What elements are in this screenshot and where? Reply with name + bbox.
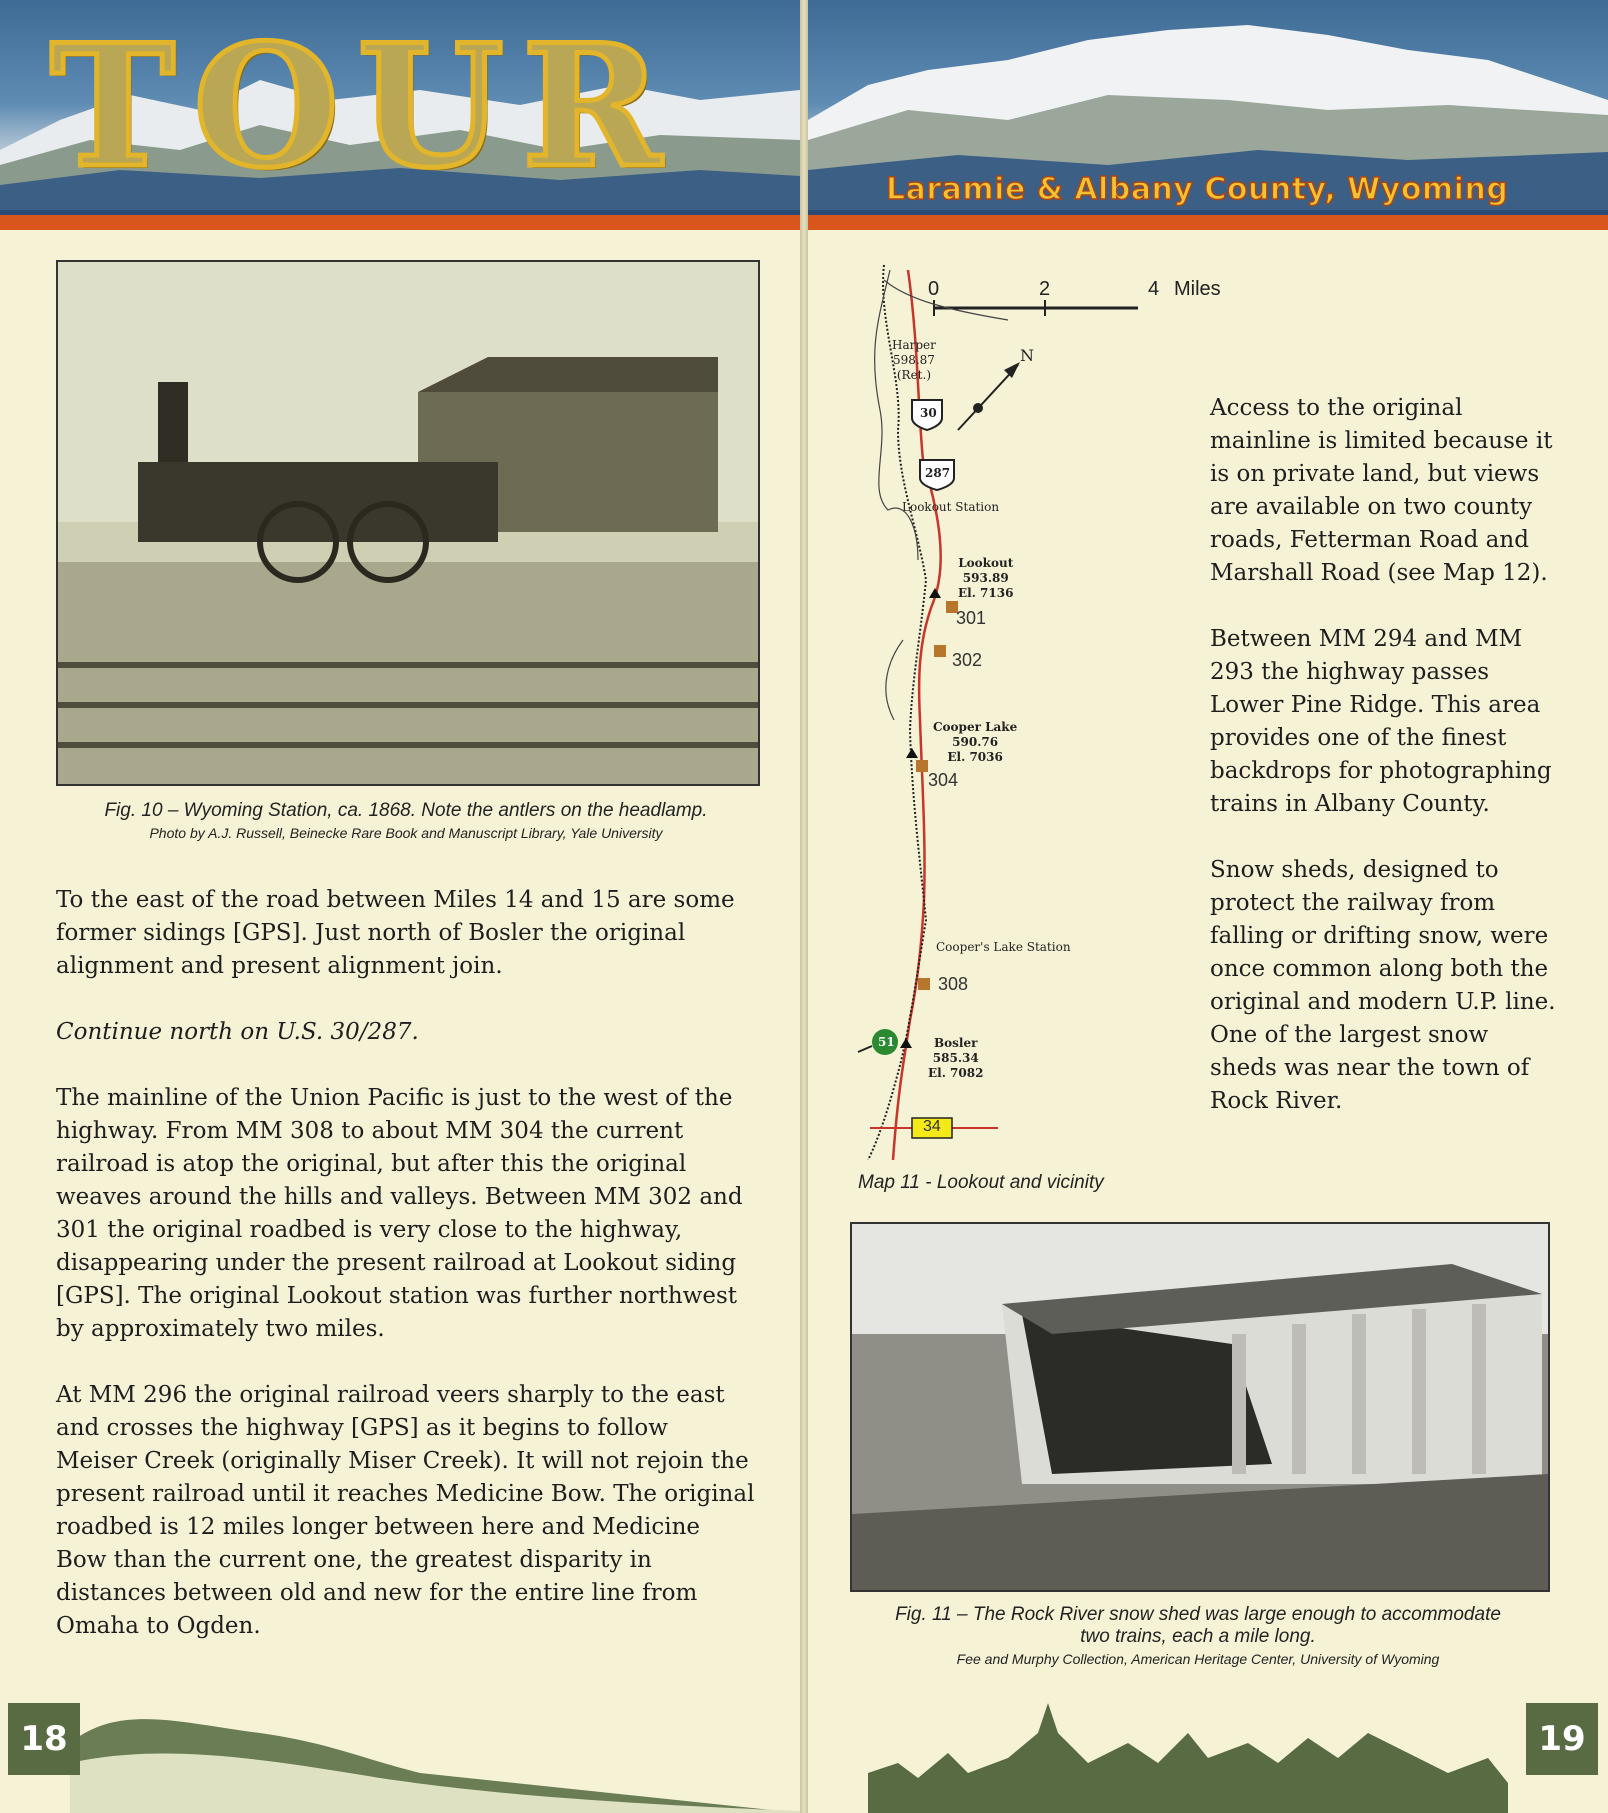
map-label-lookout-station: Lookout Station [902,500,1000,514]
map-label-cooper-lake: Cooper Lake 590.76 El. 7036 [933,720,1018,764]
paragraph-directions: Continue north on U.S. 30/287. [56,1019,419,1045]
point-marker-51: 51 [878,1035,895,1049]
compass-north: N [1020,346,1034,365]
figure-caption: Fig. 10 – Wyoming Station, ca. 1868. Note the antlers on the headlamp. [104,800,708,821]
page-number: 18 [8,1703,80,1775]
map-11 [808,260,1221,1160]
mile-marker-304: 304 [928,770,959,790]
right-body-text [1210,392,1560,1151]
orange-stripe [0,215,800,230]
orange-stripe [808,215,1608,230]
shield-30: 30 [920,406,937,420]
scale-four: 4 [1148,278,1160,300]
mile-marker-308: 308 [938,974,969,994]
snow-shed-photo-illustration [852,1224,1548,1590]
locomotive-photo-illustration [58,262,758,784]
map-label-bosler: Bosler 585.34 El. 7082 [928,1036,984,1080]
mile-marker-302: 302 [952,650,983,670]
paragraph: Access to the original mainline is limited because it is on private land, but views are available on two county roads, Fetterman Road and Marshall Road (see Map 12). [1210,395,1553,586]
paragraph: To the east of the road between Miles 14 and 15 are some former sidings [GPS]. Just north of Bosler the original alignment and present alignment join. [56,887,735,979]
paragraph: Snow sheds, designed to protect the railway from falling or drifting snow, were once common along both the original and modern U.P. line. One of the largest snow sheds was near the town of Rock River. [1210,857,1556,1114]
page-number: 19 [1526,1703,1598,1775]
figure-10-photo [56,260,760,786]
paragraph: The mainline of the Union Pacific is just to the west of the highway. From MM 308 to about MM 304 the current railroad is atop the original, but after this the original weaves around the hills and valleys. Between MM 302 and 301 the original roadbed is very close to the highway, disappearing under the present railroad at Lookout siding [GPS]. The original Lookout station was further northwest by approximately two miles. [56,1085,743,1342]
paragraph: Between MM 294 and MM 293 the highway passes Lower Pine Ridge. This area provides one of the finest backdrops for photographing trains in Albany County. [1210,626,1552,817]
footer-town-silhouette [808,1663,1608,1813]
scale-zero: 0 [928,278,940,300]
figure-10-caption [56,800,756,841]
mile-marker-301: 301 [956,608,987,628]
figure-11-caption: Fig. 11 – The Rock River snow shed was large enough to accommodate two trains, each a mile long. Fee and Murphy Collection, American Heritage Center, University of Wyoming [850,1604,1546,1667]
map-caption: Map 11 - Lookout and vicinity [858,1172,1104,1193]
header-banner [0,0,800,230]
map-label-lookout: Lookout 593.89 El. 7136 [958,556,1014,600]
county-title: Laramie & Albany County, Wyoming [886,172,1509,207]
railroad-map [808,260,1138,1160]
scale-unit: Miles [1174,278,1221,300]
footer-landscape [0,1663,800,1813]
map-label-coopers-lake-station: Cooper's Lake Station [936,940,1071,954]
road-marker-34: 34 [923,1118,941,1135]
page-spine [800,0,808,1813]
right-page [808,0,1608,1813]
shield-287: 287 [925,466,951,480]
left-body-text [56,884,756,1676]
scale-two: 2 [1039,278,1051,300]
map-label-harper: Harper 598.87 (Ret.) [892,338,936,382]
tour-title: TOUR [50,7,680,205]
figure-credit: Fee and Murphy Collection, American Heritage Center, University of Wyoming [956,1651,1440,1667]
header-banner [808,0,1608,230]
figure-11-photo [850,1222,1550,1592]
paragraph: At MM 296 the original railroad veers sharply to the east and crosses the highway [GPS] as it begins to follow Meiser Creek (originally Miser Creek). It will not rejoin the present railroad until it reaches Medicine Bow. The original roadbed is 12 miles longer between here and Medicine Bow than the current one, the greatest disparity in distances between old and new for the entire line from Omaha to Ogden. [56,1382,755,1639]
left-page [0,0,800,1813]
figure-credit: Photo by A.J. Russell, Beinecke Rare Book and Manuscript Library, Yale University [149,825,663,841]
